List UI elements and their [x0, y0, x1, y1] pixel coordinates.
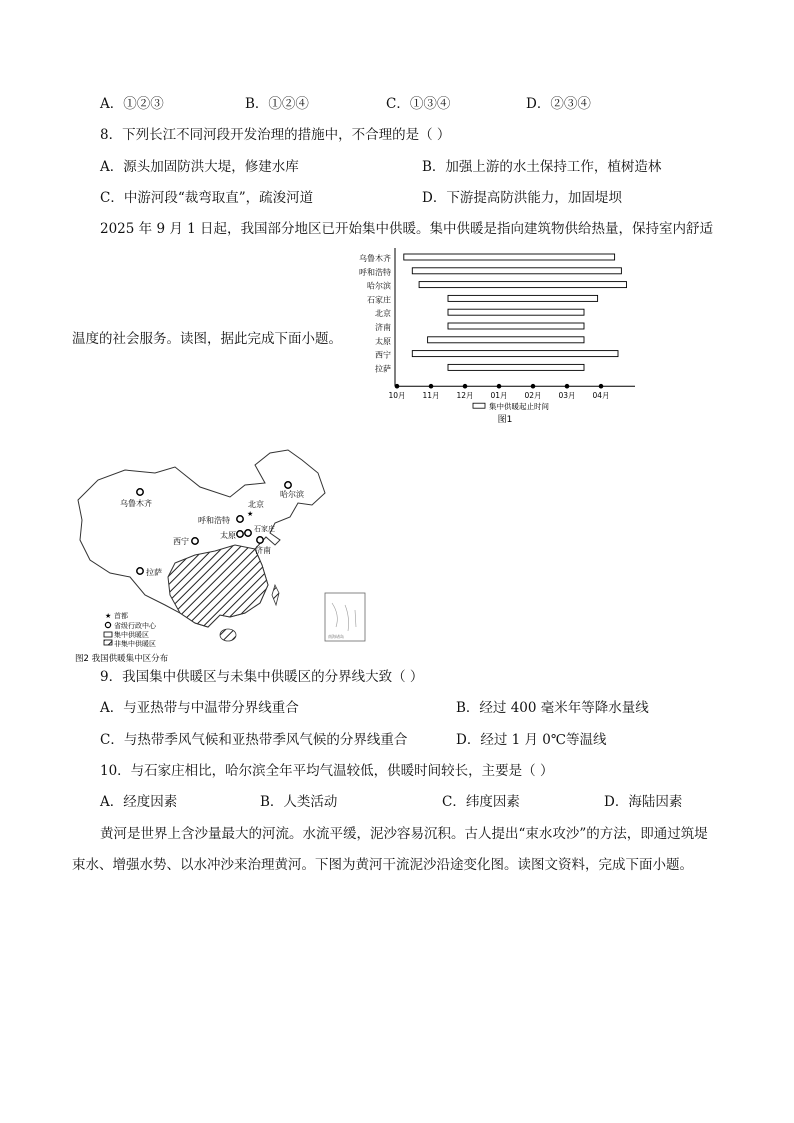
chart-x-tick-label: 01月: [490, 391, 508, 401]
legend-non-heating-zone: 非集中供暖区: [114, 640, 156, 648]
chart-x-tick-label: 02月: [524, 391, 542, 401]
q10-option-d: D．海陆因素: [604, 794, 683, 810]
chart-bar: [448, 309, 584, 315]
city-taiyuan-label: 太原: [220, 531, 236, 540]
q7-option-b: B．①②④: [245, 96, 309, 112]
legend-capital: 首都: [114, 612, 128, 620]
chart-category-label: 乌鲁木齐: [359, 254, 391, 263]
chart-title: 图1: [497, 415, 513, 426]
chart-bar: [412, 268, 621, 274]
q7-option-a: A．①②③: [100, 96, 164, 112]
q10-option-c: C．纬度因素: [442, 794, 520, 810]
heating-zone-map: [70, 445, 375, 665]
q8-stem: 8．下列长江不同河段开发治理的措施中，不合理的是（ ）: [100, 127, 451, 143]
q10-option-b: B．人类活动: [260, 794, 338, 810]
q9-stem: 9．我国集中供暖区与未集中供暖区的分界线大致（ ）: [100, 669, 424, 685]
q10-option-a: A．经度因素: [100, 794, 178, 810]
chart-x-tick: [565, 384, 570, 389]
city-hohhot-label: 呼和浩特: [198, 516, 230, 525]
q8-option-a: A．源头加固防洪大堤，修建水库: [100, 159, 299, 175]
q8-option-d: D．下游提高防洪能力，加固堤坝: [422, 190, 622, 206]
q8-option-b: B．加强上游的水土保持工作，植树造林: [422, 159, 662, 175]
legend-heating-zone: 集中供暖区: [114, 631, 149, 639]
chart-x-tick: [599, 384, 604, 389]
city-jinan-label: 济南: [255, 546, 271, 555]
city-lhasa-label: 拉萨: [146, 568, 162, 577]
chart-x-tick-label: 12月: [456, 391, 474, 401]
chart-x-tick: [463, 384, 468, 389]
chart-x-tick-label: 10月: [388, 391, 406, 401]
q9-option-d: D．经过 1 月 0℃等温线: [456, 732, 607, 748]
q7-option-c: C．①③④: [386, 96, 451, 112]
city-harbin-label: 哈尔滨: [280, 490, 304, 499]
heating-period-chart: [335, 244, 645, 430]
chart-bar: [428, 337, 584, 343]
chart-bar: [419, 282, 626, 288]
q9-option-c: C．与热带季风气候和亚热带季风气候的分界线重合: [100, 732, 408, 748]
chart-legend-swatch: [473, 403, 485, 408]
chart-x-tick: [429, 384, 434, 389]
q9-option-a: A．与亚热带与中温带分界线重合: [100, 700, 299, 716]
map-caption: 图2 我国供暖集中区分布: [75, 654, 169, 664]
chart-x-tick-label: 03月: [558, 391, 576, 401]
chart-category-label: 西宁: [375, 350, 391, 360]
q7-option-d: D．②③④: [526, 96, 591, 112]
chart-category-label: 哈尔滨: [367, 281, 391, 291]
chart-category-label: 呼和浩特: [359, 267, 391, 277]
chart-bar: [448, 364, 584, 370]
river-passage-line1: 黄河是世界上含沙量最大的河流。水流平缓，泥沙容易沉积。古人提出“束水攻沙”的方法，即通过筑堤: [100, 826, 708, 842]
chart-category-label: 济南: [375, 323, 391, 332]
q9-option-b: B．经过 400 毫米年等降水量线: [456, 700, 649, 716]
chart-category-label: 太原: [375, 336, 391, 346]
city-beijing-label: 北京: [248, 500, 264, 509]
chart-legend-label: 集中供暖起止时间: [489, 402, 549, 412]
city-shijiazhuang-label: 石家庄: [254, 525, 275, 533]
heating-passage-line2: 温度的社会服务。读图，据此完成下面小题。: [72, 331, 342, 347]
city-xining-label: 西宁: [173, 537, 189, 546]
legend-provincial-capital: 省级行政中心: [114, 622, 156, 630]
river-passage-line2: 束水、增强水势、以水冲沙来治理黄河。下图为黄河干流泥沙沿途变化图。读图文资料，完成下面小题。: [72, 857, 693, 873]
chart-category-label: 拉萨: [375, 364, 391, 374]
chart-bar: [448, 295, 598, 301]
chart-x-tick-label: 04月: [592, 391, 610, 401]
chart-x-tick: [395, 384, 400, 389]
chart-bar: [412, 351, 618, 357]
chart-category-label: 北京: [375, 309, 391, 319]
heating-passage-line1: 2025 年 9 月 1 日起，我国部分地区已开始集中供暖。集中供暖是指向建筑物供给热量，保持室内舒适: [100, 221, 713, 237]
inset-label: 南海诸岛: [328, 634, 344, 639]
q8-option-c: C．中游河段“裁弯取直”，疏浚河道: [100, 190, 314, 206]
svg-text:★: ★: [247, 510, 254, 518]
chart-x-tick: [531, 384, 536, 389]
chart-bar: [448, 323, 584, 329]
q10-stem: 10．与石家庄相比，哈尔滨全年平均气温较低，供暖时间较长，主要是（ ）: [100, 763, 554, 779]
chart-x-tick: [497, 384, 502, 389]
svg-text:★: ★: [105, 612, 112, 620]
chart-x-tick-label: 11月: [422, 391, 440, 401]
city-urumqi-label: 乌鲁木齐: [120, 499, 152, 508]
chart-category-label: 石家庄: [367, 295, 391, 305]
chart-bar: [404, 254, 615, 260]
